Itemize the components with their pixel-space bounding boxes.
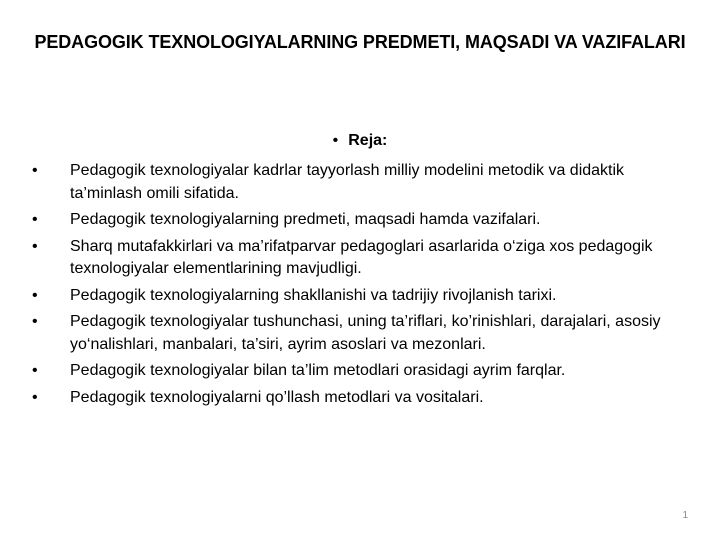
list-item [30, 387, 670, 410]
bullet-icon: • [32, 237, 38, 255]
plan-list [30, 160, 670, 413]
list-item-text: Sharq mutafakkirlari va ma’rifatparvar pedagoglari asarlarida o‘ziga xos pedagogik texnologiyalar elementlarining mavjudligi. [70, 237, 653, 277]
list-item [30, 311, 670, 356]
list-item [30, 160, 670, 205]
bullet-icon: • [32, 362, 38, 379]
list-item [30, 285, 670, 308]
list-item-text: Pedagogik texnologiyalarning predmeti, maqsadi hamda vazifalari. [70, 211, 541, 228]
plan-label: Reja: [348, 132, 388, 149]
bullet-icon: • [32, 211, 38, 228]
plan-heading [0, 130, 720, 152]
page-number: 1 [682, 510, 688, 521]
list-item [30, 236, 670, 281]
bullet-icon: • [32, 286, 38, 304]
bullet-icon: • [332, 132, 339, 149]
list-item [30, 360, 670, 383]
list-item-text: Pedagogik texnologiyalarning shakllanishi va tadrijiy rivojlanish tarixi. [70, 286, 557, 304]
list-item-text: Pedagogik texnologiyalar kadrlar tayyorlash milliy modelini metodik va didaktik ta’minlash omili sifatida. [70, 162, 625, 202]
list-item-text: Pedagogik texnologiyalarni qo’llash metodlari va vositalari. [70, 388, 484, 406]
list-item-text: Pedagogik texnologiyalar bilan ta’lim metodlari orasidagi ayrim farqlar. [70, 362, 566, 379]
list-item [30, 209, 670, 232]
slide-title: PEDAGOGIK TEXNOLOGIYALARNING PREDMETI, MAQSADI VA VAZIFALARI [34, 32, 686, 52]
bullet-icon: • [32, 162, 38, 179]
bullet-icon: • [32, 388, 38, 406]
bullet-icon: • [32, 313, 38, 330]
list-item-text: Pedagogik texnologiyalar tushunchasi, uning ta’riflari, ko’rinishlari, darajalari, asosiy yo‘nalishlari, manbalari, ta’siri, ayrim asoslari va mezonlari. [70, 313, 661, 353]
